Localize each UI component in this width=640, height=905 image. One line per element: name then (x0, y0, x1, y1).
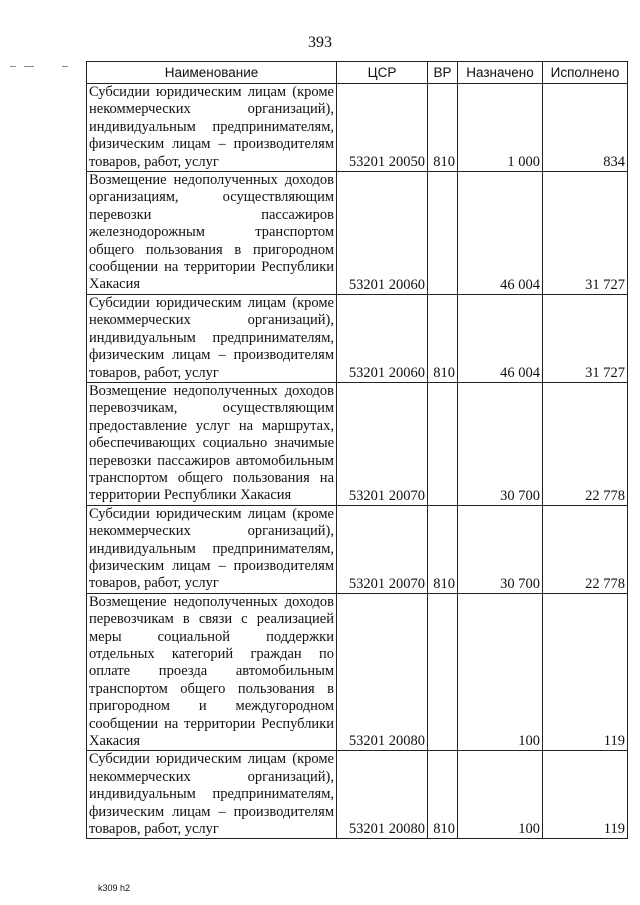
row-csr: 53201 20050 (337, 84, 428, 172)
row-executed: 834 (543, 84, 628, 172)
row-vr (428, 593, 458, 751)
row-executed: 31 727 (543, 294, 628, 382)
row-assigned: 46 004 (458, 294, 543, 382)
row-name: Возмещение недополученных доходов перевозчикам, осуществляющим предоставление услуг на маршрутах, обеспечивающих социально значимые перевозки пассажиров автомобильным транспортом общего пользования на территории Республики Хакасия (87, 382, 337, 505)
margin-mark (62, 66, 68, 67)
table-header-row (87, 62, 628, 84)
row-csr: 53201 20070 (337, 505, 428, 593)
row-assigned: 1 000 (458, 84, 543, 172)
row-vr (428, 172, 458, 295)
header-assigned: Назначено (458, 62, 543, 84)
margin-mark (24, 66, 34, 67)
row-assigned: 30 700 (458, 382, 543, 505)
header-csr: ЦСР (337, 62, 428, 84)
row-name: Субсидии юридическим лицам (кроме некоммерческих организаций), индивидуальным предпринимателям, физическим лицам – производителям товаров, работ, услуг (87, 505, 337, 593)
row-executed: 31 727 (543, 172, 628, 295)
row-vr (428, 382, 458, 505)
row-executed: 22 778 (543, 505, 628, 593)
row-vr: 810 (428, 505, 458, 593)
row-name: Возмещение недополученных доходов перевозчикам в связи с реализацией меры социальной поддержки отдельных категорий граждан по оплате проезда автомобильным транспортом общего пользования в пригородном и междугородном сообщении на территории Республики Хакасия (87, 593, 337, 751)
footer-code: k309 h2 (98, 883, 131, 893)
table-row (87, 593, 628, 751)
row-name: Субсидии юридическим лицам (кроме некоммерческих организаций), индивидуальным предпринимателям, физическим лицам – производителям товаров, работ, услуг (87, 294, 337, 382)
row-executed: 119 (543, 593, 628, 751)
row-name: Субсидии юридическим лицам (кроме некоммерческих организаций), индивидуальным предпринимателям, физическим лицам – производителям товаров, работ, услуг (87, 84, 337, 172)
table-row (87, 505, 628, 593)
header-executed: Исполнено (543, 62, 628, 84)
table-row (87, 751, 628, 839)
page-number: 393 (308, 34, 332, 51)
row-assigned: 46 004 (458, 172, 543, 295)
table-row (87, 382, 628, 505)
row-assigned: 100 (458, 751, 543, 839)
row-executed: 22 778 (543, 382, 628, 505)
header-vr: ВР (428, 62, 458, 84)
row-name: Возмещение недополученных доходов организациям, осуществляющим перевозки пассажиров железнодорожным транспортом общего пользования в пригородном сообщении на территории Республики Хакасия (87, 172, 337, 295)
budget-table (86, 61, 628, 839)
row-assigned: 30 700 (458, 505, 543, 593)
row-vr: 810 (428, 84, 458, 172)
row-assigned: 100 (458, 593, 543, 751)
table-row (87, 84, 628, 172)
table-row (87, 294, 628, 382)
row-vr: 810 (428, 751, 458, 839)
row-csr: 53201 20070 (337, 382, 428, 505)
row-executed: 119 (543, 751, 628, 839)
row-csr: 53201 20060 (337, 172, 428, 295)
header-name: Наименование (87, 62, 337, 84)
row-csr: 53201 20060 (337, 294, 428, 382)
row-name: Субсидии юридическим лицам (кроме некоммерческих организаций), индивидуальным предпринимателям, физическим лицам – производителям товаров, работ, услуг (87, 751, 337, 839)
row-csr: 53201 20080 (337, 751, 428, 839)
margin-mark (10, 66, 16, 67)
row-vr: 810 (428, 294, 458, 382)
row-csr: 53201 20080 (337, 593, 428, 751)
table-row (87, 172, 628, 295)
